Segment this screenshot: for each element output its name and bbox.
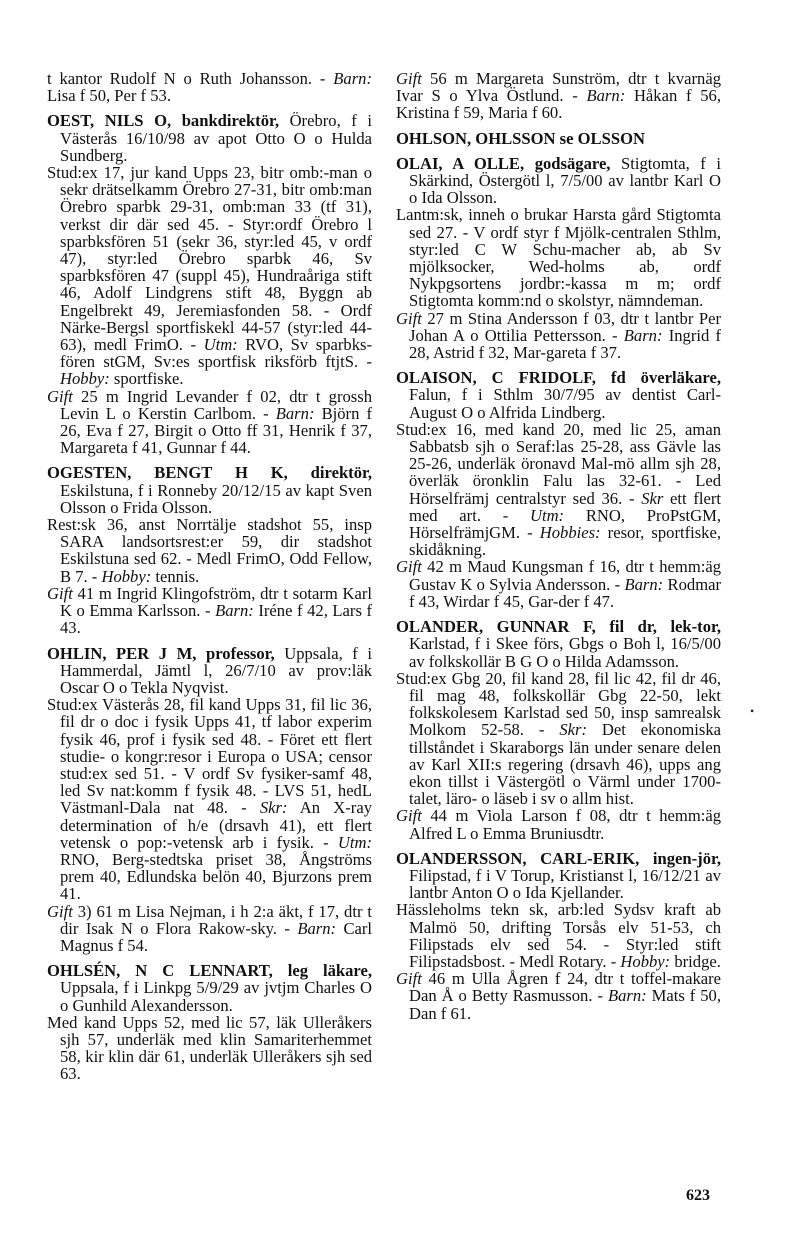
entry-text: Stud:ex Västerås 28, fil kand Upps 31, fil lic 36, fil dr o doc i fysik Upps 41, tf labor experim fysik 46, prof i fysik sed 48. - Föret ett flert studie- o kongr:resor i Europa o USA; censor stud:ex sed 51. - V ordf Sv fysiker-samf 48, led Sv nat:komm f fysik 48. - LVS 51, hedL Västmanl-Dala nat 48. - bbox=[47, 695, 372, 818]
field-label: Barn: bbox=[333, 69, 372, 88]
field-label: Barn: bbox=[623, 325, 663, 345]
biography-entry bbox=[47, 112, 372, 456]
entry-paragraph bbox=[47, 388, 372, 457]
entry-text: sportfiske. bbox=[109, 369, 184, 389]
entry-text: Björn f 26, Eva f 27, Birgit o Otto ff 31, Henrik f 37, Margareta f 41, Gunnar f 44. bbox=[60, 403, 372, 458]
entry-text: Rest:sk 36, anst Norrtälje stadshot 55, insp SARA landsortsrest:er 59, dir stadshot Eskilstuna sed 62. - Medl FrimO, Odd Fellow, B 7. - bbox=[47, 515, 372, 586]
entry-paragraph bbox=[396, 558, 721, 610]
entry-text: Håkan f 56, Kristina f 59, Maria f 60. bbox=[396, 86, 721, 123]
entry-text: Uppsala, f i Hammerdal, Jämtl l, 26/7/10 av prov:läk Oscar O o Tekla Nyqvist. bbox=[60, 643, 372, 697]
biography-entry bbox=[396, 850, 721, 1022]
field-label: Gift bbox=[47, 386, 73, 406]
entry-heading-paragraph bbox=[396, 850, 721, 902]
entry-text: Hässleholms tekn sk, arb:led Sydsv kraft ab Malmö 50, drifting Torsås elv 51-53, ch Filipstads elv sed 54. - Styr:led stift Filipstadsbost. - Medl Rotary. - bbox=[396, 900, 721, 971]
entry-paragraph bbox=[396, 670, 721, 808]
biography-entry bbox=[396, 130, 721, 147]
entry-continuation bbox=[47, 70, 372, 104]
entry-paragraph bbox=[47, 696, 372, 902]
entry-text: tennis. bbox=[151, 566, 200, 586]
field-label: Hobbies: bbox=[539, 523, 601, 543]
field-label: Utm: bbox=[337, 832, 372, 852]
entry-text: Örebro, f i Västerås 16/10/98 av apot Otto O o Hulda Sundberg. bbox=[60, 111, 372, 165]
entry-paragraph bbox=[396, 70, 721, 122]
entry-text: Det ekonomiska tillståndet i Skaraborgs län under senare delen av Karl XII:s regering (drsavh 46), upps ang ekon tillst i Västergötl o Värml under 1700-talet, läro- o läseb i sv o allm hist. bbox=[409, 720, 722, 809]
right-column bbox=[396, 70, 721, 1030]
entry-text: t kantor Rudolf N o Ruth Johansson. - bbox=[47, 69, 334, 88]
entry-text: Med kand Upps 52, med lic 57, läk Ulleråkers sjh 57, underläk med klin Samariterhemmet 58, kir klin där 61, underläk Ulleråkers sjh sed 63. bbox=[47, 1012, 372, 1084]
entry-heading-paragraph bbox=[47, 645, 372, 697]
entry-text: 41 m Ingrid Klingofström, dtr t sotarm Karl K o Emma Karlsson. - bbox=[60, 583, 372, 621]
field-label: Barn: bbox=[607, 986, 647, 1006]
field-label: Gift bbox=[396, 557, 422, 577]
entry-text: Stud:ex Gbg 20, fil kand 28, fil lic 42, fil dr 46, fil mag 48, folkskollär Gbg 22-50, lekt folkskolesem Karlstad sed 50, insp samrealsk Molkom 52-58. - bbox=[396, 668, 721, 740]
entry-name-title: OHLSON, OHLSSON se OLSSON bbox=[396, 128, 645, 148]
entry-heading-paragraph bbox=[396, 369, 721, 421]
entry-heading-paragraph bbox=[47, 112, 372, 164]
entry-text: Falun, f i Sthlm 30/7/95 av dentist Carl-August O o Alfrida Lindberg. bbox=[409, 385, 721, 422]
page-number: 623 bbox=[686, 1187, 710, 1204]
entry-text: Stud:ex 16, med kand 20, med lic 25, aman Sabbatsb sjh o Seraf:las 25-28, ass Gävle las 25-26, underläk öronavd Mal-mö allm sjh 28, överläk öronklin Falu las 32-61. - Led Hörselfrämj centralstyr sed 36. - bbox=[396, 419, 721, 508]
entry-paragraph bbox=[396, 807, 721, 841]
entry-name-title: OHLIN, PER J M, professor, bbox=[47, 643, 275, 663]
field-label: Gift bbox=[47, 583, 73, 603]
field-label: Gift bbox=[396, 69, 422, 88]
entry-paragraph bbox=[396, 901, 721, 970]
field-label: Barn: bbox=[215, 601, 254, 621]
entry-text: Filipstad, f i V Torup, Kristianst l, 16/12/21 av lantbr Anton O o Ida Kjellander. bbox=[409, 865, 721, 903]
entry-text: RNO, ProPstGM, HörselfrämjGM. - bbox=[409, 505, 721, 543]
entry-text: RNO, Berg-stedtska priset 38, Ångströms prem 40, Edlundska belön 40, Bjurzons prem 41. bbox=[60, 849, 372, 904]
biography-entry bbox=[396, 155, 721, 361]
biography-entry bbox=[396, 369, 721, 610]
entry-text: Lantm:sk, inneh o brukar Harsta gård Stigtomta sed 27. - V ordf styr f Mjölk-centralen Sthlm, styr:led C W Schu-macher ab, ab Sv mjölksocker, Wed-holms ab, ordf Nykpgsortens jordbr:-kassa m m; ordf Stigtomta komm:nd o skolstyr, nämndeman. bbox=[396, 205, 721, 311]
entry-text: 46 m Ulla Ågren f 24, dtr t toffel-makare Dan Å o Betty Rasmusson. - bbox=[409, 969, 721, 1006]
entry-name-title: OGESTEN, BENGT H K, direktör, bbox=[47, 463, 372, 483]
field-label: Hobby: bbox=[60, 369, 110, 389]
entry-text: Stud:ex 17, jur kand Upps 23, bitr omb:-man o sekr drätselkamm Örebro 27-31, bitr omb:man Örebro sparbk 29-31, omb:man 33 (tf 31), verkst dir där sed 45. - Styr:ordf Örebro l sparbksfören 51 (sekr 36, styr:led 45, v ordf 47), styr:led Örebro sparbk 46, Sv sparbksfören 47 (suppl 45), Hundraåriga stift 46, Adolf Lindgrens stift 48, Byggn ab Engelbrekt 49, Jeremiasfonden 58. - Ordf Närke-Bergsl sportfiskekl 44-57 (styr:led 44-63), medl FrimO. - bbox=[47, 163, 372, 355]
field-label: Barn: bbox=[624, 574, 664, 594]
entry-text: bridge. bbox=[670, 951, 721, 971]
entry-text: An X-ray determination of h/e (drsavh 41), ett flert vetensk o pop:-vetensk arb i fysik. - bbox=[60, 798, 372, 852]
field-label: Hobby: bbox=[620, 951, 671, 971]
field-label: Gift bbox=[396, 969, 422, 989]
biography-entry bbox=[47, 645, 372, 955]
entry-paragraph bbox=[47, 70, 372, 104]
field-label: Utm: bbox=[529, 505, 565, 525]
entry-paragraph bbox=[396, 970, 721, 1022]
entry-text: Karlstad, f i Skee förs, Gbgs o Boh l, 16/5/00 av folkskollär B G O o Hilda Adamsson. bbox=[409, 634, 721, 671]
entry-text: 42 m Maud Kungsman f 16, dtr t hemm:äg Gustav K o Sylvia Andersson. - bbox=[409, 557, 721, 594]
entry-text: RVO, Sv sparbks-fören stGM, Sv:es sportfisk riksförb ftjtS. - bbox=[60, 335, 372, 372]
entry-name-title: OLANDER, GUNNAR F, fil dr, lek-tor, bbox=[396, 617, 721, 637]
field-label: Skr: bbox=[559, 720, 587, 740]
field-label: Hobby: bbox=[101, 566, 152, 586]
entry-text: Carl Magnus f 54. bbox=[60, 918, 373, 955]
entry-name-title: OLANDERSSON, CARL-ERIK, ingen-jör, bbox=[396, 848, 721, 868]
entry-text: 56 m Margareta Sunström, dtr t kvarnäg Ivar S o Ylva Östlund. - bbox=[396, 69, 721, 106]
entry-name-title: OLAI, A OLLE, godsägare, bbox=[396, 153, 611, 173]
entry-text: Iréne f 42, Lars f 43. bbox=[60, 601, 372, 638]
entry-heading-paragraph bbox=[396, 130, 721, 147]
entry-paragraph bbox=[47, 164, 372, 388]
entry-paragraph bbox=[396, 310, 721, 362]
biography-entry bbox=[47, 464, 372, 636]
entry-text: Lisa f 50, Per f 53. bbox=[47, 86, 171, 106]
field-label: Barn: bbox=[275, 403, 315, 423]
entry-text: Rodmar f 43, Wirdar f 45, Gar-der f 47. bbox=[409, 574, 722, 611]
field-label: Barn: bbox=[297, 918, 337, 938]
left-column bbox=[47, 70, 372, 1091]
entry-paragraph bbox=[47, 1014, 372, 1083]
entry-paragraph bbox=[396, 206, 721, 309]
entry-heading-paragraph bbox=[396, 155, 721, 207]
biography-entry bbox=[396, 618, 721, 842]
entry-name-title: OLAISON, C FRIDOLF, fd överläkare, bbox=[396, 368, 721, 388]
entry-paragraph bbox=[47, 585, 372, 637]
margin-mark: • bbox=[750, 704, 755, 718]
entry-name-title: OEST, NILS O, bankdirektör, bbox=[47, 111, 279, 131]
entry-text: ett flert med art. - bbox=[409, 488, 721, 525]
entry-heading-paragraph bbox=[47, 464, 372, 516]
entry-heading-paragraph bbox=[396, 618, 721, 670]
entry-paragraph bbox=[396, 421, 721, 559]
field-label: Gift bbox=[396, 308, 422, 328]
entry-text: Stigtomta, f i Skärkind, Östergötl l, 7/5/00 av lantbr Karl O o Ida Olsson. bbox=[409, 153, 722, 208]
biography-entry bbox=[47, 962, 372, 1082]
entry-text: Mats f 50, Dan f 61. bbox=[409, 986, 721, 1023]
field-label: Utm: bbox=[203, 335, 238, 355]
field-label: Skr: bbox=[259, 798, 288, 818]
entry-text: 3) 61 m Lisa Nejman, i h 2:a äkt, f 17, dtr t dir Isak N o Flora Rakow-sky. - bbox=[60, 901, 372, 938]
field-label: Gift bbox=[47, 901, 73, 921]
entry-heading-paragraph bbox=[47, 962, 372, 1014]
entry-name-title: OHLSÉN, N C LENNART, leg läkare, bbox=[47, 961, 372, 981]
entry-text: Uppsala, f i Linkpg 5/9/29 av jvtjm Charles O o Gunhild Alexandersson. bbox=[60, 978, 372, 1015]
entry-text: 44 m Viola Larson f 08, dtr t hemm:äg Alfred L o Emma Bruniusdtr. bbox=[409, 806, 721, 843]
entry-text: Eskilstuna, f i Ronneby 20/12/15 av kapt Sven Olsson o Frida Olsson. bbox=[60, 480, 372, 517]
entry-paragraph bbox=[47, 516, 372, 585]
field-label: Barn: bbox=[586, 86, 626, 106]
field-label: Skr bbox=[641, 488, 664, 508]
entry-text: resor, sportfiske, skidåkning. bbox=[409, 523, 721, 560]
entry-continuation bbox=[396, 70, 721, 122]
entry-text: 25 m Ingrid Levander f 02, dtr t grossh Levin L o Kerstin Carlbom. - bbox=[60, 386, 372, 423]
entry-paragraph bbox=[47, 903, 372, 955]
entry-text: 27 m Stina Andersson f 03, dtr t lantbr Per Johan A o Ottilia Pettersson. - bbox=[409, 308, 721, 345]
field-label: Gift bbox=[396, 806, 422, 826]
entry-text: Ingrid f 28, Astrid f 32, Mar-gareta f 37. bbox=[409, 325, 721, 363]
